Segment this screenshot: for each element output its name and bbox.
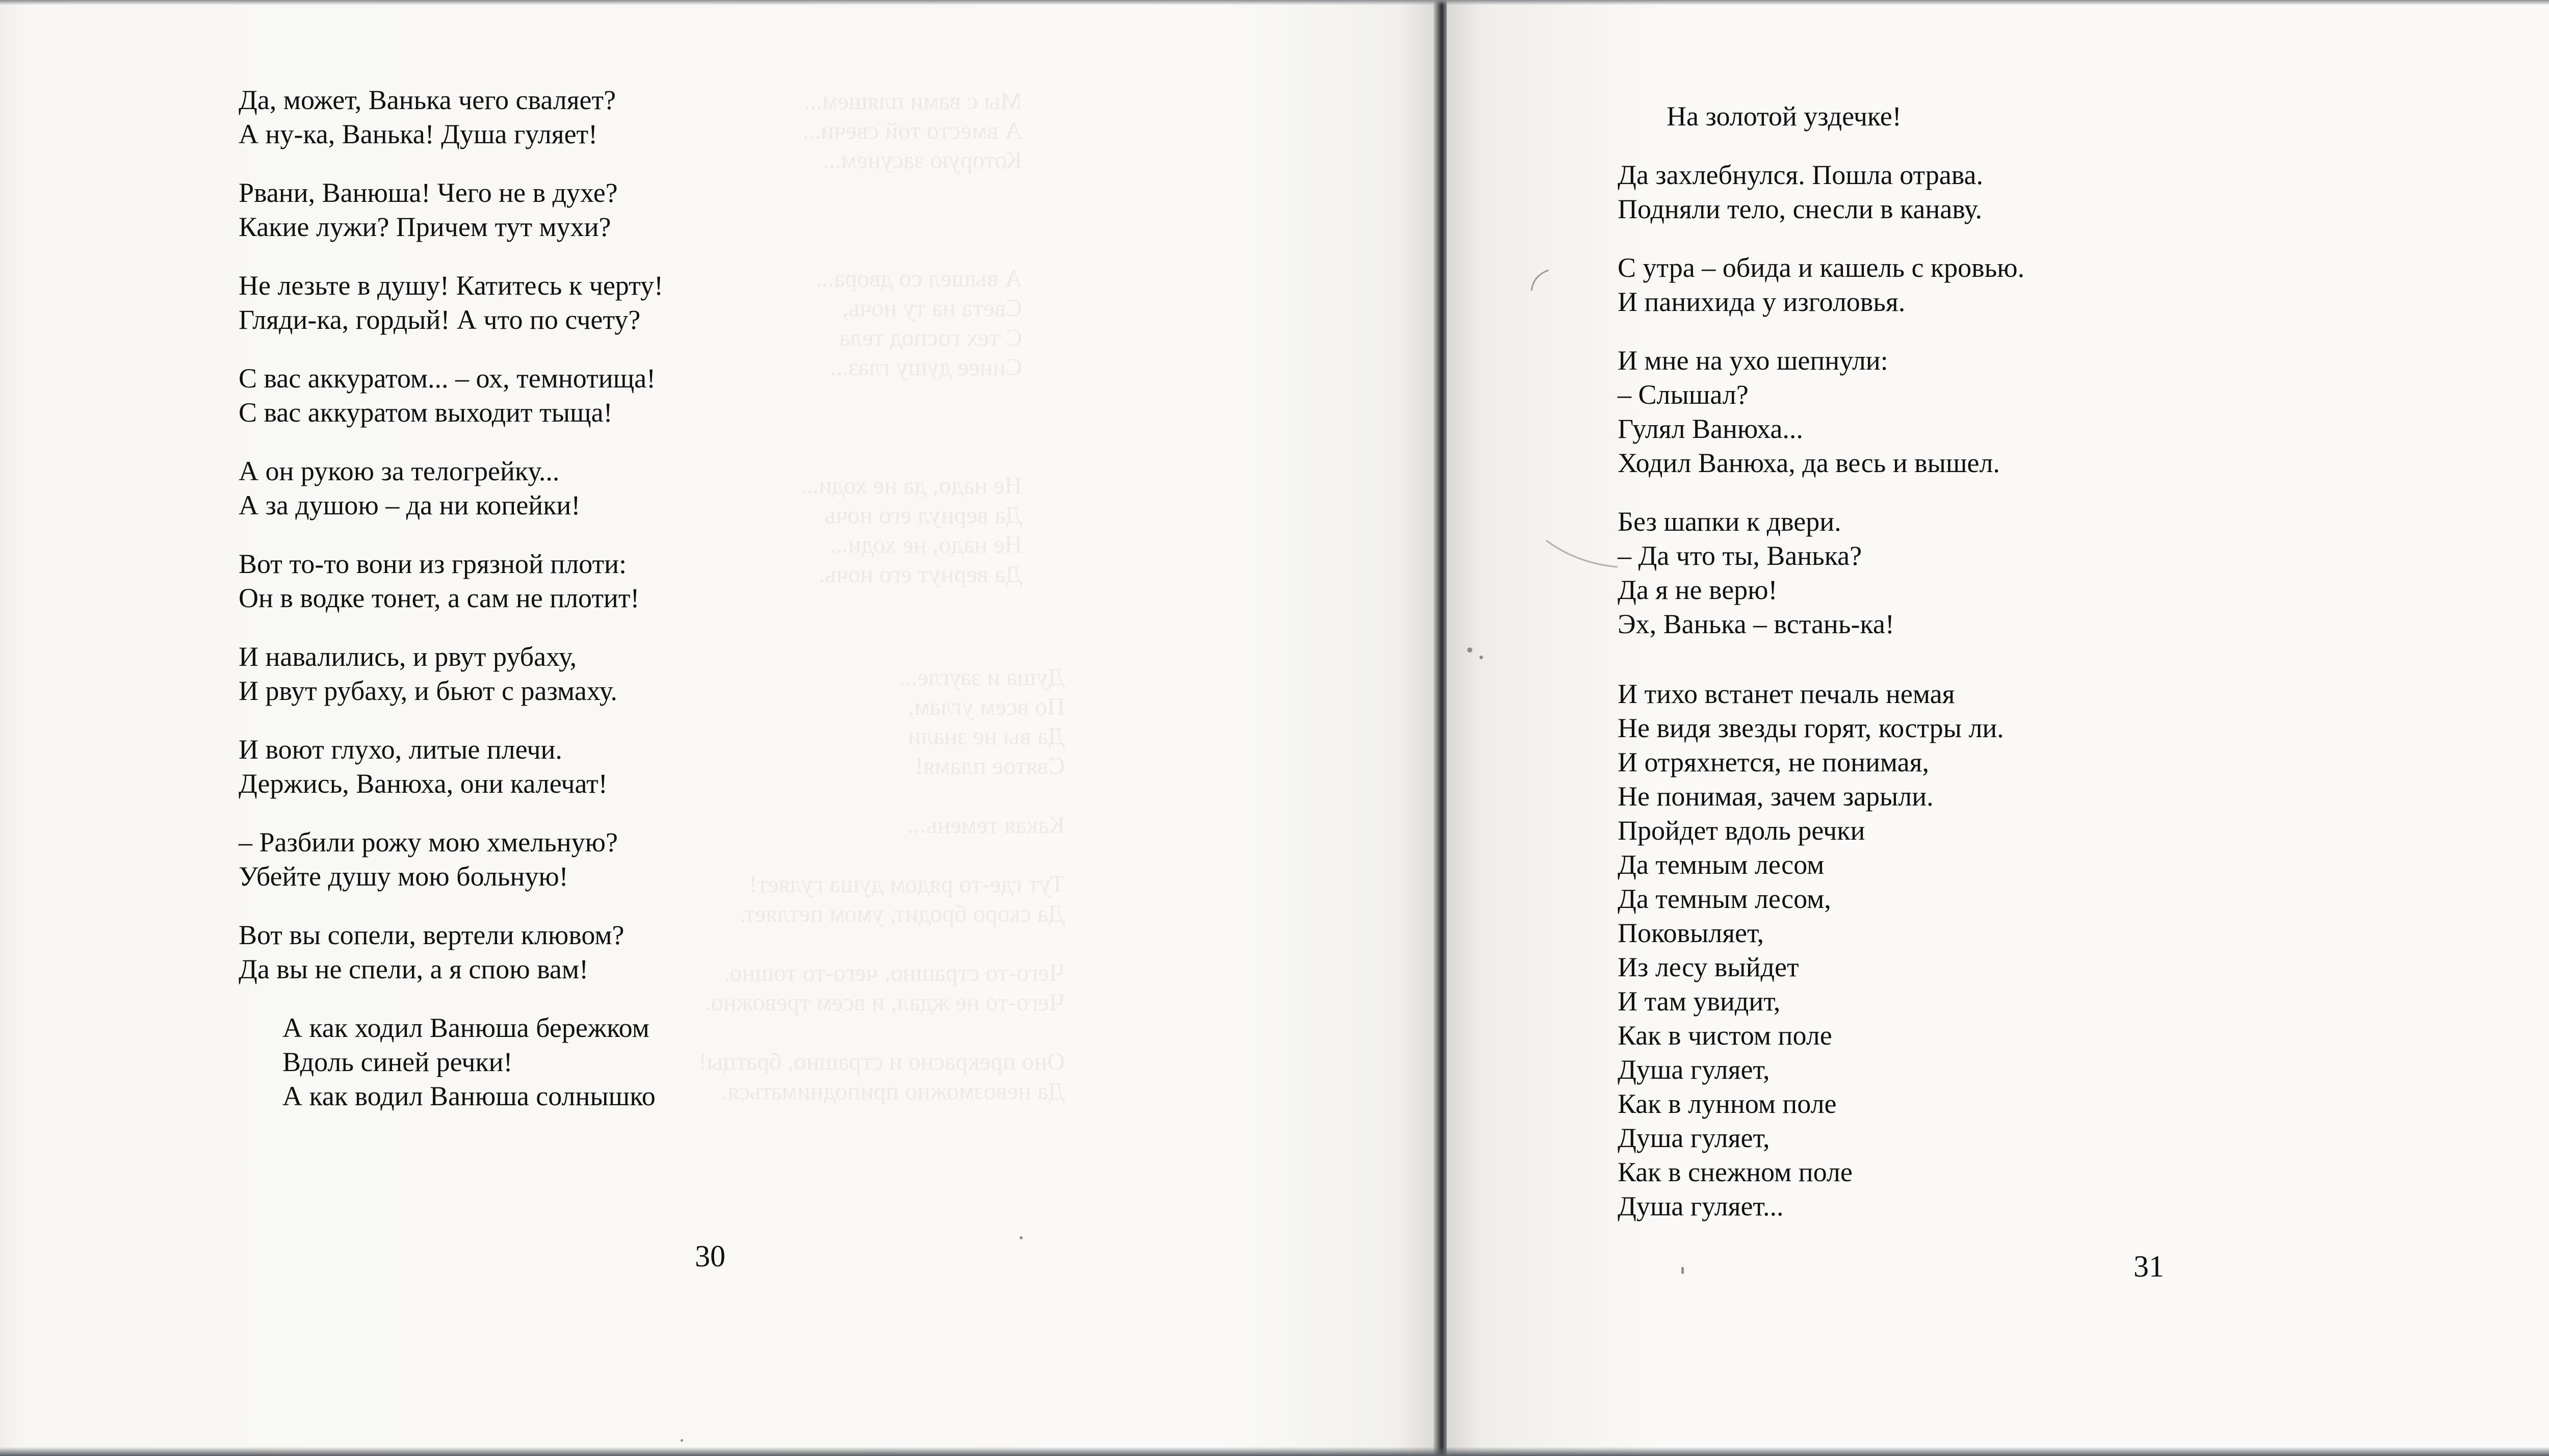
poem-line: Какие лужи? Причем тут мухи? [239,212,611,242]
poem-line: Подняли тело, снесли в канаву. [1618,194,1982,224]
left-poem-text [239,83,663,1113]
poem-line: И тихо встанет печаль немая [1618,679,1955,709]
poem-line: И рвут рубаху, и бьют с размаху. [239,675,617,706]
poem-line: Рвани, Ванюша! Чего не в духе? [239,177,618,208]
poem-line: Вот вы сопели, вертели клювом? [239,920,625,950]
page-top-edge [0,0,2549,5]
page-bottom-edge [0,1447,2549,1456]
poem-line: Без шапки к двери. [1618,506,1841,537]
poem-line: И панихида у изголовья. [1618,287,1906,317]
paper-speck [1020,1236,1023,1239]
poem-line: Да вы не спели, а я спою вам! [239,954,589,984]
poem-line: И там увидит, [1618,986,1781,1017]
poem-line: – Разбили рожу мою хмельную? [239,827,618,857]
poem-line: Эх, Ванька – встань-ка! [1618,609,1894,639]
stanza [239,454,663,523]
poem-line: – Слышал? [1618,379,1749,410]
stanza [1618,99,2024,134]
right-page [1447,0,2549,1456]
poem-line: Да захлебнулся. Пошла отрава. [1618,160,1984,190]
poem-line: Держись, Ванюха, они калечат! [239,768,608,799]
stanza [1618,344,2024,480]
poem-line: И навалились, и рвут рубаху, [239,641,577,672]
stanza [239,640,663,708]
stanza [1618,677,2024,1224]
stanza [239,83,663,151]
poem-line: Как в снежном поле [1618,1157,1853,1187]
poem-line: И отряхнется, не понимая, [1618,747,1929,777]
poem-line: – Да что ты, Ванька? [1618,540,1862,571]
poem-line: Вдоль синей речки! [282,1047,513,1077]
poem-line: С утра – обида и кашель с кровью. [1618,252,2025,283]
poem-line: А как водил Ванюша солнышко [282,1081,656,1111]
stanza [1618,505,2024,641]
poem-line: Да я не верю! [1618,575,1778,605]
poem-line: Да темным лесом, [1618,883,1831,914]
poem-line: С вас аккуратом выходит тыща! [239,397,613,428]
stanza [239,918,663,986]
poem-line: Поковыляет, [1618,918,1764,948]
poem-line: И мне на ухо шепнули: [1618,345,1888,376]
stanza [239,176,663,244]
stanza [1618,158,2024,226]
paper-speck [1681,1267,1684,1274]
stanza [239,1011,663,1113]
stanza [239,825,663,894]
poem-line: Не лезьте в душу! Катитесь к черту! [239,270,663,301]
poem-line: Пройдет вдоль речки [1618,815,1865,846]
right-poem-text [1618,99,2024,1224]
poem-line: Не понимая, зачем зарыли. [1618,781,1934,812]
poem-line: Гляди-ка, гордый! А что по счету? [239,304,641,335]
poem-line: А он рукою за телогрейку... [239,456,560,486]
stanza [239,733,663,801]
paper-speck [1479,656,1483,659]
paper-mark [1541,535,1623,576]
poem-line: А как ходил Ванюша бережком [282,1012,649,1043]
stanza [239,361,663,430]
poem-line: А ну-ка, Ванька! Душа гуляет! [239,119,598,149]
poem-line: Из лесу выйдет [1618,952,1799,982]
stanza [1618,251,2024,319]
stanza [239,547,663,615]
poem-line: А за душою – да ни копейки! [239,490,581,521]
poem-line: И воют глухо, литые плечи. [239,734,562,765]
poem-line: Как в чистом поле [1618,1020,1832,1051]
poem-line: Вот то-то вони из грязной плоти: [239,549,627,579]
poem-line: Душа гуляет... [1618,1191,1784,1221]
paper-mark [1523,265,1554,296]
paper-speck [681,1439,683,1442]
poem-line: Душа гуляет, [1618,1123,1770,1153]
poem-line: Душа гуляет, [1618,1054,1770,1085]
poem-line: Убейте душу мою больную! [239,861,568,892]
page-number: 30 [695,1239,725,1273]
poem-line: Не видя звезды горят, костры ли. [1618,713,2004,743]
poem-line: Да, может, Ванька чего сваляет? [239,85,616,115]
poem-line: Да темным лесом [1618,849,1825,880]
page-number: 31 [2134,1250,2164,1283]
poem-line: С вас аккуратом... – ох, темнотища! [239,363,656,394]
poem-line: Гулял Ванюха... [1618,413,1803,444]
poem-line: Ходил Ванюха, да весь и вышел. [1618,448,2000,478]
bleed-through-text: Душа и заугле... По всем углам, Да вы не знали Святое пламя! Какая темень... Тут где-то рядом душа гуляет! Да скоро бродит, умом петляет. Чего-то страшно, чего-то тошно. Чего-то не ждал, и всем тревожно. Оно прекрасно и страшно, братцы! Да невозможно приподниматься. [698,664,1065,1105]
poem-line: Как в лунном поле [1618,1088,1837,1119]
poem-line: Он в водке тонет, а сам не плотит! [239,583,640,613]
bleed-through-text: Мы с вами пляшем... А вместо той свечи... Которую засунем... А вышел со двора... Света на ту ночь, С тех господ тела Синее душу глаз... Не надо, да не ходи... Да вернул его ночь Не надо, не ходи... Да вернут его ночь. [800,88,1022,588]
poem-line: На золотой уздечке! [1667,101,1902,132]
paper-speck [1467,647,1472,653]
stanza [239,269,663,337]
